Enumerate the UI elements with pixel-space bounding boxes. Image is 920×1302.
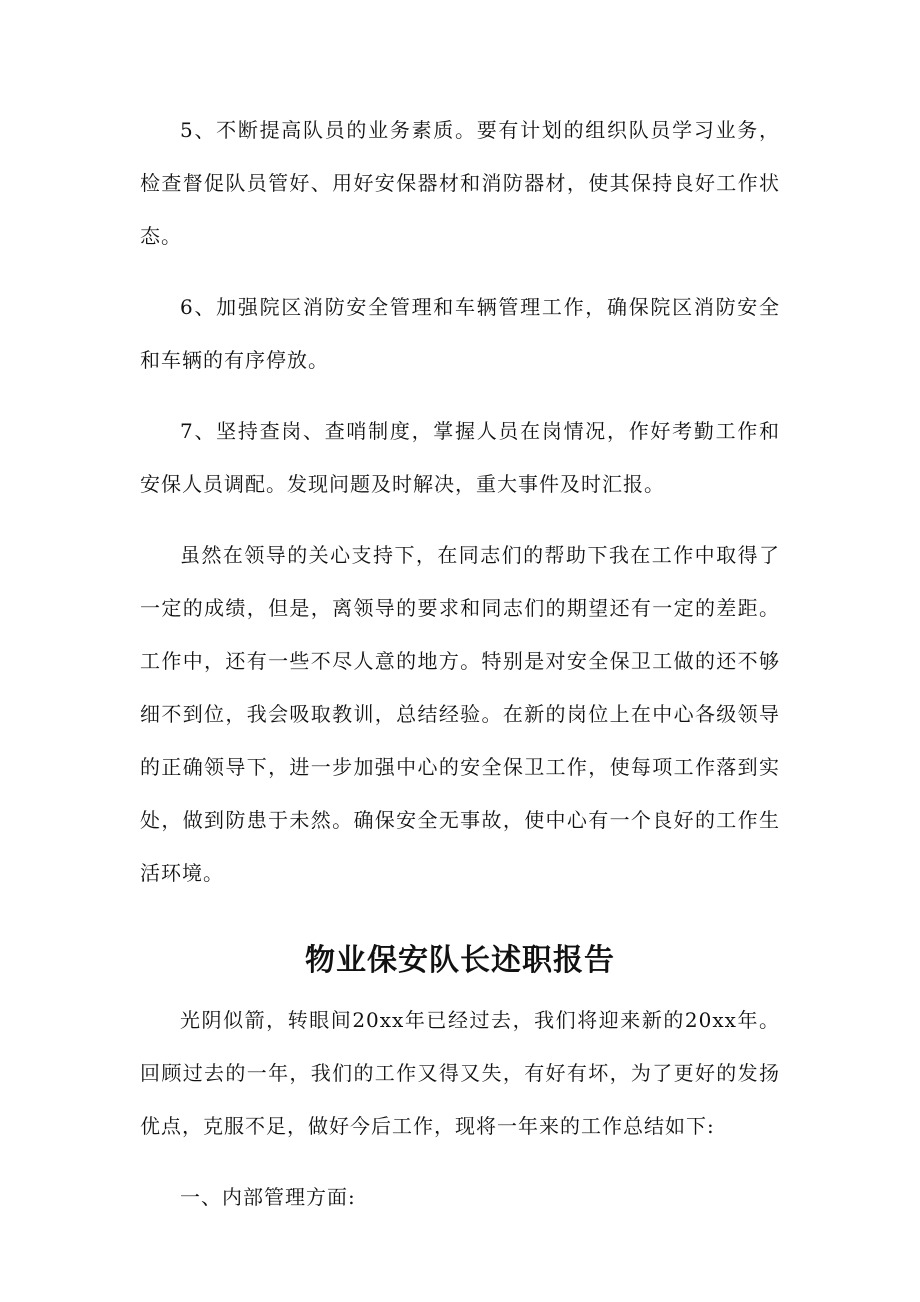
paragraph-item-6: 6、加强院区消防安全管理和车辆管理工作，确保院区消防安全和车辆的有序停放。 xyxy=(140,295,780,372)
document-body xyxy=(140,104,780,1242)
section-heading-internal-management: 一、内部管理方面: xyxy=(180,1185,356,1209)
paragraph-item-5: 5、不断提高队员的业务素质。要有计划的组织队员学习业务，检查督促队员管好、用好安保器材和消防器材，使其保持良好工作状态。 xyxy=(140,118,780,248)
paragraph-intro: 光阴似箭，转眼间20xx年已经过去，我们将迎来新的20xx年。回顾过去的一年，我们的工作又得又失，有好有坏，为了更好的发扬优点，克服不足，做好今后工作，现将一年来的工作总结如下: xyxy=(140,1008,780,1138)
report-title: 物业保安队长述职报告 xyxy=(305,943,615,978)
paragraph-summary: 虽然在领导的关心支持下，在同志们的帮助下我在工作中取得了一定的成绩，但是，离领导的要求和同志们的期望还有一定的差距。工作中，还有一些不尽人意的地方。特别是对安全保卫工做的还不够细不到位，我会吸取教训，总结经验。在新的岗位上在中心各级领导的正确领导下，进一步加强中心的安全保卫工作，使每项工作落到实处，做到防患于未然。确保安全无事故，使中心有一个良好的工作生活环境。 xyxy=(140,543,780,885)
paragraph-item-7: 7、坚持查岗、查哨制度，掌握人员在岗情况，作好考勤工作和安保人员调配。发现问题及时解决，重大事件及时汇报。 xyxy=(140,419,780,496)
